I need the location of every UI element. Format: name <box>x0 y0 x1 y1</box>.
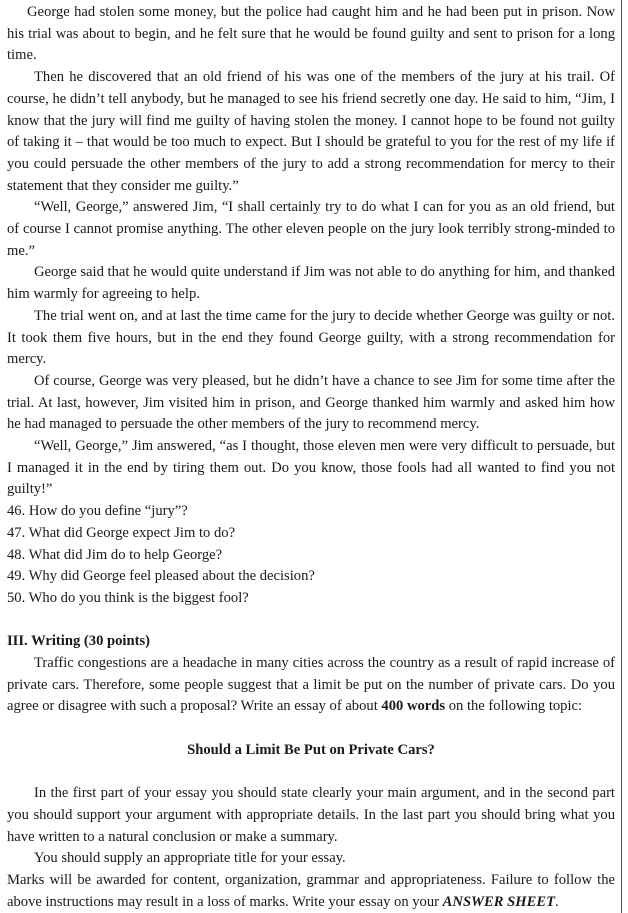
story-paragraph-5: The trial went on, and at last the time came for the jury to decide whether George was guilty or not. It took them five hours, but in the end they found George guilty, with a strong recommendation for mercy. <box>7 307 615 368</box>
story-paragraph-1: George had stolen some money, but the police had caught him and he had been put in prison. Now his trial was about to begin, and he felt sure that he would be found guilty and sent to prison for a long time. <box>7 4 615 64</box>
question-48: 48. What did Jim do to help George? <box>7 546 223 563</box>
word-count-requirement: 400 words <box>381 698 446 715</box>
story-paragraph-4: George said that he would quite understand if Jim was not able to do anything for him, and thanked him warmly for agreeing to help. <box>7 264 615 303</box>
story-paragraph-3: “Well, George,” answered Jim, “I shall certainly try to do what I can for you as an old friend, but of course I cannot promise anything. The other eleven people on the jury look terribly strong-minded to me.” <box>7 199 615 259</box>
essay-topic-title: Should a Limit Be Put on Private Cars? <box>187 741 435 758</box>
marking-note-end: . <box>555 893 559 910</box>
question-47: 47. What did George expect Jim to do? <box>7 524 236 541</box>
spacer <box>7 718 615 740</box>
spacer <box>7 610 615 632</box>
writing-prompt <box>7 653 615 718</box>
writing-prompt-end: on the following topic: <box>445 698 583 715</box>
story-paragraph-2: Then he discovered that an old friend of his was one of the members of the jury at his trail. Of course, he didn’t tell anybody, but he managed to see his friend secretly one day. He said to him, “Jim, I know that the jury will find me guilty of having stolen the money. I cannot hope to be found not guilty of taking it – that would be too much to expect. But I should be grateful to you for the rest of my life if you could persuade the other members of the jury to add a strong recommendation for mercy to their statement that they consider me guilty.” <box>7 69 615 194</box>
marking-note <box>7 870 615 913</box>
writing-section-heading: III. Writing (30 points) <box>7 633 150 650</box>
question-46: 46. How do you define “jury”? <box>7 503 188 520</box>
essay-instructions: In the first part of your essay you should state clearly your main argument, and in the second part you should support your argument with appropriate details. In the last part you should bring what you have written to a natural conclusion or make a summary. <box>7 785 615 845</box>
writing-prompt-text: Traffic congestions are a headache in many cities across the country as a result of rapid increase of private cars. Therefore, some people suggest that a limit be put on the number of private cars. Do you agree or disagree with such a proposal? Write an essay of about <box>7 655 615 715</box>
story-paragraph-7: “Well, George,” Jim answered, “as I thought, those eleven men were very difficult to persuade, but I managed it in the end by tiring them out. Do you know, those fools had all wanted to find you not guilty!” <box>7 438 615 498</box>
answer-sheet-label: ANSWER SHEET <box>442 893 556 910</box>
story-paragraph-6: Of course, George was very pleased, but he didn’t have a chance to see Jim for some time after the trial. At last, however, Jim visited him in prison, and George thanked him warmly and asked him how he had managed to persuade the other members of the jury to recommend mercy. <box>7 372 615 433</box>
title-instruction: You should supply an appropriate title for your essay. <box>34 850 346 867</box>
question-49: 49. Why did George feel pleased about the decision? <box>7 568 315 585</box>
marking-note-text: Marks will be awarded for content, organization, grammar and appropriateness. Failure to follow the above instructions may result in a loss of marks. Write your essay on your <box>7 872 615 910</box>
spacer <box>7 762 615 784</box>
question-50: 50. Who do you think is the biggest fool? <box>7 589 249 606</box>
